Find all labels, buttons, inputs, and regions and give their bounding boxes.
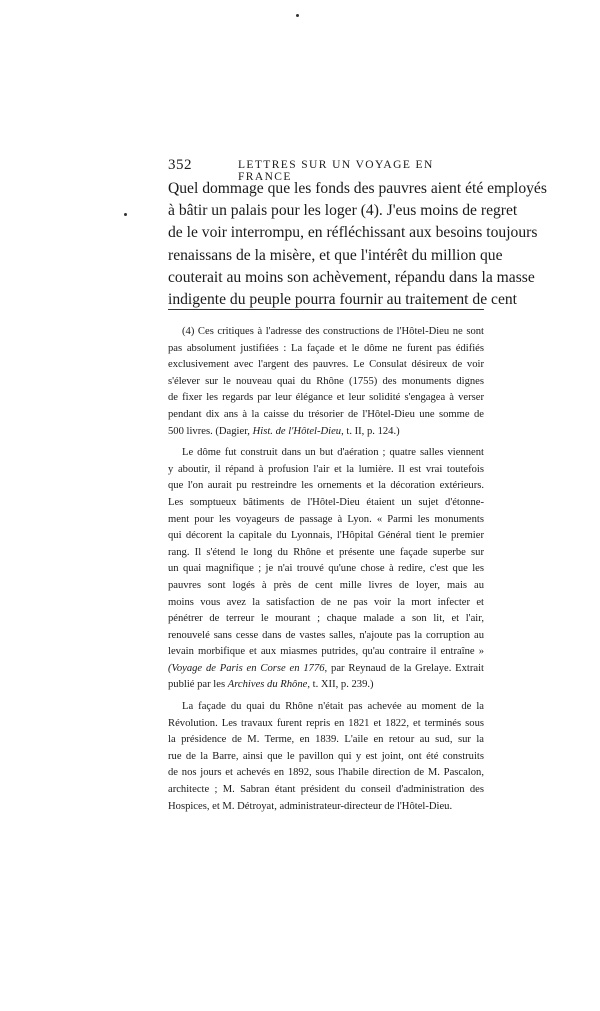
- footnote-line: [168, 661, 484, 678]
- page-number: 352: [168, 157, 192, 173]
- footnote-line: exclusivement avec l'argent des pauvres. Le Consulat désireux de voir: [168, 359, 484, 371]
- footnote-line: [168, 677, 484, 694]
- text-line: Quel dommage que les fonds des pauvres aient été employés: [168, 180, 547, 197]
- footnote: [168, 324, 484, 815]
- footnote-line: Hospices, et M. Détroyat, administrateur-directeur de l'Hôtel-Dieu.: [168, 800, 453, 812]
- footnote-line: pénétrer de terreur le mourant ; chaque malade a son lit, et l'air,: [168, 613, 484, 625]
- footnote-line: s'élever sur le nouveau quai du Rhône (1755) des monuments dignes: [168, 375, 484, 387]
- footnote-text: publié par les: [168, 679, 228, 691]
- footnote-line: (4) Ces critiques à l'adresse des constructions de l'Hôtel-Dieu ne sont: [182, 326, 484, 337]
- footnote-line: levain morbifique et aux miasmes putrides, qu'au contraire il entraîne »: [168, 646, 484, 658]
- text-line: à bâtir un palais pour les loger (4). J'eus moins de regret: [168, 202, 518, 220]
- main-text: [168, 178, 547, 311]
- footnote-line: que l'on aurait pu restreindre les ornements et la décoration extérieurs.: [168, 480, 484, 492]
- footnote-line: qui décorent la capitale du Lyonnais, l'Hôpital Général tient le premier: [168, 530, 484, 542]
- footnote-line: moins vous avez la satisfaction de ne pas voir la mort infecter et: [168, 596, 484, 608]
- footnote-line: y aboutir, il répand à profusion l'air et la lumière. Il est vrai toutefois: [168, 463, 484, 475]
- footnote-line: la présidence de M. Terme, en 1839. L'aile en retour au sud, sur la: [168, 734, 484, 746]
- running-title: LETTRES SUR UN VOYAGE EN FRANCE: [238, 159, 434, 183]
- footnote-line: Le dôme fut construit dans un but d'aération ; quatre salles viennent: [182, 447, 484, 459]
- footnote-line: renouvelé sans cesse dans de vastes salles, n'ajoute pas la corruption au: [168, 629, 484, 641]
- footnote-line: rang. Il s'étend le long du Rhône et présente une façade superbe sur: [168, 546, 484, 558]
- footnote-text: , t. II, p. 124.): [341, 425, 400, 437]
- footnote-line: La façade du quai du Rhône n'était pas achevée au moment de la: [182, 701, 484, 713]
- footnote-text: , t. XII, p. 239.): [307, 679, 374, 691]
- footnote-line: un quai magnifique ; je n'ai trouvé qu'une chose à redire, c'est que les: [168, 563, 484, 575]
- text-line: couterait au moins son achèvement, répandu dans la masse: [168, 268, 535, 286]
- footnote-text: , par Reynaud de la Grelaye. Extrait: [324, 662, 484, 674]
- text-line: de le voir interrompu, en réfléchissant aux besoins toujours: [168, 224, 538, 242]
- ink-speck: [124, 213, 127, 216]
- footnote-line: Révolution. Les travaux furent repris en 1821 et 1822, et terminés sous: [168, 717, 484, 729]
- citation-title: Hist. de l'Hôtel-Dieu: [252, 425, 342, 437]
- footnote-text: 500 livres. (Dagier,: [168, 425, 253, 437]
- footnote-line: [168, 424, 484, 441]
- footnote-line: de fixer les regards par leur élégance et leur solidité s'engagea à verser: [168, 392, 484, 404]
- footnote-line: de nos jours et achevés en 1892, sous l'habile direction de M. Pascalon,: [168, 767, 484, 779]
- citation-title: (Voyage de Paris en Corse en 1776: [168, 662, 325, 674]
- footnote-rule: [168, 309, 484, 310]
- text-line: renaissans de la misère, et que l'intérêt du million que: [168, 246, 503, 264]
- footnote-line: pauvres sont logés à près de cent mille livres de loyer, mais au: [168, 579, 484, 591]
- citation-title: Archives du Rhône: [227, 679, 308, 691]
- ink-speck: [296, 14, 299, 17]
- text-line: indigente du peuple pourra fournir au traitement de cent: [168, 291, 517, 309]
- footnote-line: architecte ; M. Sabran étant président du conseil d'administration des: [168, 784, 484, 796]
- footnote-line: pas absolument justifiées : La façade et le dôme ne furent pas édifiés: [168, 342, 484, 354]
- footnote-line: ment pour les voyageurs de passage à Lyon. « Parmi les monuments: [168, 513, 484, 525]
- footnote-line: rue de la Barre, ainsi que le pavillon qui y est joint, ont été construits: [168, 750, 484, 762]
- footnote-line: Les somptueux bâtiments de l'Hôtel-Dieu étaient un sujet d'étonne-: [168, 496, 484, 508]
- footnote-line: pendant dix ans à la caisse du trésorier de l'Hôtel-Dieu une somme de: [168, 408, 484, 420]
